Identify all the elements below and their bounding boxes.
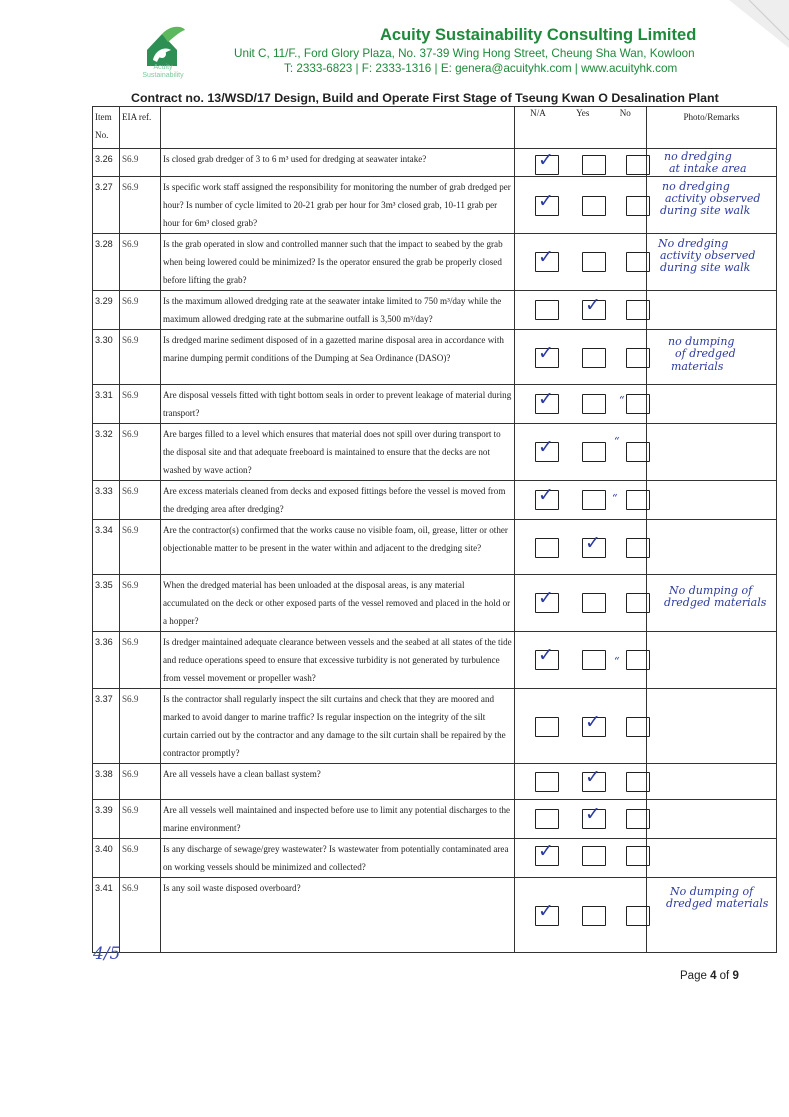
status-checkboxes — [515, 839, 647, 878]
table-header-row — [93, 107, 777, 149]
checkbox-na[interactable] — [535, 149, 559, 175]
checklist-question: Is closed grab dredger of 3 to 6 m³ used for dredging at seawater intake? — [161, 149, 515, 177]
eia-reference: S6.9 — [120, 800, 161, 839]
checkmark-icon: ✓ — [585, 711, 601, 733]
eia-reference: S6.9 — [120, 330, 161, 385]
header-eia-ref: EIA ref. — [120, 107, 161, 149]
item-number: 3.39 — [93, 800, 120, 839]
eia-reference: S6.9 — [120, 632, 161, 689]
checkbox-na[interactable] — [535, 900, 559, 926]
checkmark-icon: ✓ — [538, 587, 554, 609]
checklist-question: Are excess materials cleaned from decks and exposed fittings before the vessel is moved from the dredging area after dredging? — [161, 481, 515, 520]
table-row — [93, 481, 777, 520]
checkbox-na[interactable] — [535, 436, 559, 462]
checklist-question: Are the contractor(s) confirmed that the works cause no visible foam, oil, grease, litter or other objectionable matter to be present in the water within and adjacent to the dredging site? — [161, 520, 515, 575]
photo-remarks — [614, 632, 777, 689]
handwritten-remark: dredged materials — [664, 596, 767, 609]
handwritten-remark: materials — [671, 360, 724, 373]
checkbox-yes[interactable] — [582, 650, 606, 670]
item-number: 3.31 — [93, 385, 120, 424]
eia-reference: S6.9 — [120, 520, 161, 575]
photo-remarks — [647, 291, 777, 330]
checkbox-na[interactable] — [535, 840, 559, 866]
handwritten-remark: “ — [614, 655, 620, 668]
checklist-question: Is dredged marine sediment disposed of in a gazetted marine disposal area in accordance with marine dumping permit conditions of the Dumping at Sea Ordinance (DASO)? — [161, 330, 515, 385]
checkbox-yes[interactable] — [582, 593, 606, 613]
checkmark-icon: ✓ — [585, 532, 601, 554]
status-checkboxes — [515, 764, 647, 800]
handwritten-remark: “ — [614, 435, 620, 448]
table-row — [93, 800, 777, 839]
checkbox-na[interactable] — [535, 809, 559, 829]
checklist-question: Are all vessels well maintained and inspected before use to limit any potential discharges to the marine environment? — [161, 800, 515, 839]
checkbox-yes[interactable] — [582, 252, 606, 272]
table-row — [93, 385, 777, 424]
table-row — [93, 575, 777, 632]
eia-reference: S6.9 — [120, 764, 161, 800]
item-number: 3.28 — [93, 234, 120, 291]
checkbox-yes[interactable] — [582, 196, 606, 216]
eia-reference: S6.9 — [120, 878, 161, 953]
status-checkboxes — [515, 481, 647, 520]
table-row — [93, 632, 777, 689]
checkbox-yes[interactable] — [582, 532, 606, 558]
checkbox-na[interactable] — [535, 717, 559, 737]
checkmark-icon: ✓ — [538, 436, 554, 458]
eia-reference: S6.9 — [120, 689, 161, 764]
photo-remarks — [647, 234, 777, 291]
item-number: 3.34 — [93, 520, 120, 575]
eia-reference: S6.9 — [120, 481, 161, 520]
photo-remarks — [647, 330, 777, 385]
item-number: 3.26 — [93, 149, 120, 177]
checkmark-icon: ✓ — [538, 388, 554, 410]
checkbox-na[interactable] — [535, 538, 559, 558]
photo-remarks — [647, 689, 777, 764]
handwritten-remark: during site walk — [660, 261, 751, 274]
handwritten-remark: No dredging — [658, 237, 729, 250]
checkmark-icon: ✓ — [538, 190, 554, 212]
table-row — [93, 689, 777, 764]
status-checkboxes — [515, 424, 647, 481]
checkbox-yes[interactable] — [582, 711, 606, 737]
company-contact: T: 2333-6823 | F: 2333-1316 | E: genera@acuityhk.com | www.acuityhk.com — [284, 62, 678, 75]
checkbox-yes[interactable] — [582, 348, 606, 368]
checkmark-icon: ✓ — [538, 840, 554, 862]
footer-current-page: 4 — [710, 970, 717, 982]
header-yes: Yes — [576, 108, 590, 118]
footer-mid: of — [716, 970, 733, 982]
checklist-question: Are all vessels have a clean ballast system? — [161, 764, 515, 800]
checkbox-yes[interactable] — [582, 394, 606, 414]
handwritten-remark: dredged materials — [666, 897, 769, 910]
handwritten-remark: “ — [619, 394, 625, 407]
checkbox-yes[interactable] — [582, 766, 606, 792]
item-number: 3.36 — [93, 632, 120, 689]
checklist-question: Is the maximum allowed dredging rate at the seawater intake limited to 750 m³/day while the maximum allowed dredging rate at the submarine outfall is 3,500 m³/day? — [161, 291, 515, 330]
handwritten-page-number: 4/5 — [93, 944, 121, 964]
table-row — [93, 177, 777, 234]
page-footer — [680, 970, 739, 982]
handwritten-remark: no dredging — [664, 150, 732, 163]
checklist-question: Are disposal vessels fitted with tight bottom seals in order to prevent leakage of material during transport? — [161, 385, 515, 424]
checklist-question: Is specific work staff assigned the responsibility for monitoring the number of grab dredged per hour? Is number of cycle limited to 20-21 grab per hour for 3m³ closed grab, 10-11 grab per hour for 6m³ closed grab? — [161, 177, 515, 234]
checkbox-yes[interactable] — [582, 846, 606, 866]
status-checkboxes — [515, 878, 647, 953]
company-name: Acuity Sustainability Consulting Limited — [380, 26, 697, 44]
checkmark-icon: ✓ — [585, 766, 601, 788]
status-checkboxes — [515, 291, 647, 330]
handwritten-remark: no dredging — [662, 180, 730, 193]
checkbox-na[interactable] — [535, 342, 559, 368]
contract-title: Contract no. 13/WSD/17 Design, Build and Operate First Stage of Tseung Kwan O Desalination Plant — [131, 91, 719, 105]
checkmark-icon: ✓ — [538, 342, 554, 364]
checkbox-na[interactable] — [535, 587, 559, 613]
eia-reference: S6.9 — [120, 385, 161, 424]
eia-reference: S6.9 — [120, 291, 161, 330]
checkbox-yes[interactable] — [582, 442, 606, 462]
header-na: N/A — [530, 108, 546, 118]
checkmark-icon: ✓ — [538, 246, 554, 268]
checkmark-icon: ✓ — [585, 803, 601, 825]
status-checkboxes — [515, 330, 647, 385]
item-number: 3.30 — [93, 330, 120, 385]
handwritten-remark: activity observed — [665, 192, 761, 205]
checkmark-icon: ✓ — [538, 900, 554, 922]
item-number: 3.29 — [93, 291, 120, 330]
item-number: 3.41 — [93, 878, 120, 953]
photo-remarks — [647, 878, 777, 953]
checklist-question: Is the grab operated in slow and controlled manner such that the impact to seabed by the grab when being lowered could be minimized? Is the operator ensured the grab be properly closed before lifting the grab? — [161, 234, 515, 291]
eia-reference: S6.9 — [120, 177, 161, 234]
photo-remarks — [614, 424, 777, 481]
header-item-no: Item No. — [93, 107, 120, 149]
checklist-question: When the dredged material has been unloaded at the disposal areas, is any material accumulated on the deck or other exposed parts of the vessel removed and placed in the hold or a hopper? — [161, 575, 515, 632]
checklist-question: Is the contractor shall regularly inspect the silt curtains and check that they are moored and marked to avoid danger to marine traffic? Is regular inspection on the integrity of the silt curtain carried out by the contractor and any damage to the silt curtain shall be repaired by the contractor promptly? — [161, 689, 515, 764]
photo-remarks — [647, 575, 777, 632]
checklist-question: Is dredger maintained adequate clearance between vessels and the seabed at all states of the tide and reduce operations speed to ensure that excessive turbidity is not generated by turbulence from vessel movement or propeller wash? — [161, 632, 515, 689]
table-row — [93, 839, 777, 878]
status-checkboxes — [515, 575, 647, 632]
footer-total-pages: 9 — [732, 970, 739, 982]
item-number: 3.33 — [93, 481, 120, 520]
checkmark-icon: ✓ — [585, 294, 601, 316]
item-number: 3.27 — [93, 177, 120, 234]
handwritten-remark: No dumping of — [669, 584, 753, 597]
checkbox-yes[interactable] — [582, 294, 606, 320]
status-checkboxes — [515, 800, 647, 839]
company-address: Unit C, 11/F., Ford Glory Plaza, No. 37-39 Wing Hong Street, Cheung Sha Wan, Kowloon — [234, 47, 695, 60]
checkbox-yes[interactable] — [582, 490, 606, 510]
item-number: 3.35 — [93, 575, 120, 632]
header-remarks: Photo/Remarks — [647, 107, 777, 149]
photo-remarks — [647, 177, 777, 234]
photo-remarks — [647, 800, 777, 839]
handwritten-remark: activity observed — [660, 249, 756, 262]
checkbox-na[interactable] — [535, 300, 559, 320]
table-row — [93, 424, 777, 481]
checkbox-na[interactable] — [535, 246, 559, 272]
handwritten-remark: of dredged — [675, 347, 736, 360]
table-row — [93, 291, 777, 330]
photo-remarks — [647, 520, 777, 575]
checkbox-yes[interactable] — [582, 155, 606, 175]
page-curl-corner — [729, 0, 789, 50]
handwritten-remark: at intake area — [669, 162, 747, 175]
header-status — [515, 107, 647, 149]
status-checkboxes — [515, 689, 647, 764]
status-checkboxes — [515, 385, 647, 424]
handwritten-remark: No dumping of — [670, 885, 754, 898]
table-row — [93, 520, 777, 575]
eia-reference: S6.9 — [120, 839, 161, 878]
checkbox-na[interactable] — [535, 388, 559, 414]
handwritten-remark: during site walk — [660, 204, 751, 217]
checkbox-yes[interactable] — [582, 906, 606, 926]
table-row — [93, 149, 777, 177]
item-number: 3.37 — [93, 689, 120, 764]
item-number: 3.32 — [93, 424, 120, 481]
eia-reference: S6.9 — [120, 234, 161, 291]
status-checkboxes — [515, 149, 647, 177]
status-checkboxes — [515, 520, 647, 575]
logo-caption: Acuity Sustainability — [142, 64, 184, 79]
photo-remarks — [619, 385, 777, 424]
checkmark-icon: ✓ — [538, 484, 554, 506]
eia-reference: S6.9 — [120, 149, 161, 177]
table-row — [93, 234, 777, 291]
status-checkboxes — [515, 632, 647, 689]
status-checkboxes — [515, 177, 647, 234]
header-no: No — [619, 108, 631, 118]
table-row — [93, 330, 777, 385]
eia-reference: S6.9 — [120, 424, 161, 481]
checklist-question: Is any discharge of sewage/grey wastewater? Is wastewater from potentially contaminated area on working vessels should be minimized and collected? — [161, 839, 515, 878]
eia-reference: S6.9 — [120, 575, 161, 632]
photo-remarks — [647, 149, 777, 177]
footer-prefix: Page — [680, 970, 711, 982]
photo-remarks — [612, 481, 777, 520]
table-row — [93, 764, 777, 800]
handwritten-remark: “ — [612, 492, 618, 505]
item-number: 3.40 — [93, 839, 120, 878]
table-row — [93, 878, 777, 953]
checkbox-na[interactable] — [535, 484, 559, 510]
checkmark-icon: ✓ — [538, 644, 554, 666]
handwritten-remark: no dumping — [668, 335, 735, 348]
status-checkboxes — [515, 234, 647, 291]
checklist-question: Is any soil waste disposed overboard? — [161, 878, 515, 953]
photo-remarks — [647, 764, 777, 800]
checklist-table — [92, 106, 777, 953]
item-number: 3.38 — [93, 764, 120, 800]
checkmark-icon: ✓ — [538, 149, 554, 171]
photo-remarks — [647, 839, 777, 878]
checkbox-na[interactable] — [535, 190, 559, 216]
header-question — [161, 107, 515, 149]
checkbox-na[interactable] — [535, 772, 559, 792]
checkbox-na[interactable] — [535, 644, 559, 670]
checkbox-yes[interactable] — [582, 803, 606, 829]
checklist-question: Are barges filled to a level which ensures that material does not spill over during transport to the disposal site and that adequate freeboard is maintained to ensure that the decks are not washed by wave action? — [161, 424, 515, 481]
